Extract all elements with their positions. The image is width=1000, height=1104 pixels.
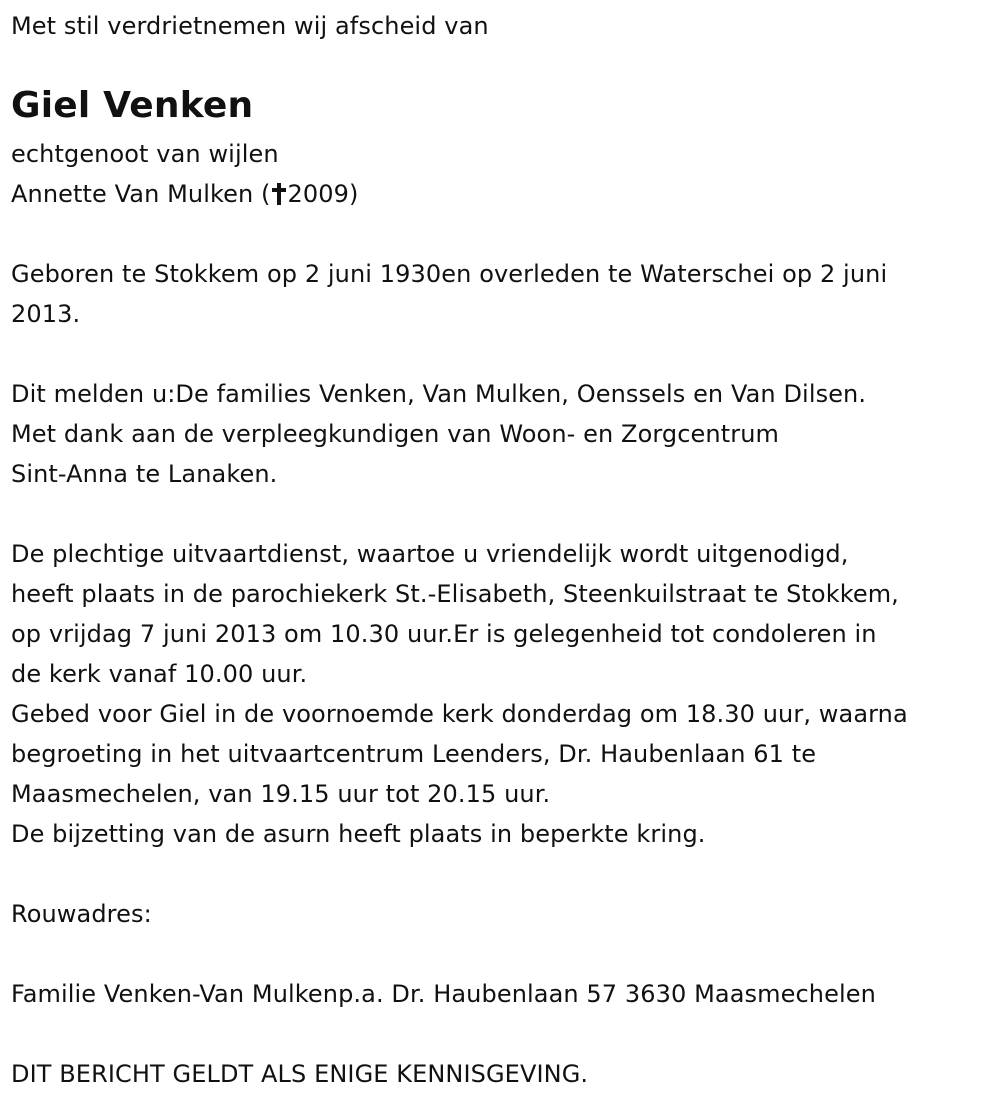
- announcement-line: Dit melden u:De families Venken, Van Mulken, Oenssels en Van Dilsen.: [11, 380, 867, 408]
- announcement-line: Met dank aan de verpleegkundigen van Woon- en Zorgcentrum: [11, 420, 779, 448]
- cross-icon: [272, 183, 286, 205]
- announcement-line: Sint-Anna te Lanaken.: [11, 460, 278, 488]
- service-line: Maasmechelen, van 19.15 uur tot 20.15 uur.: [11, 780, 551, 808]
- service-line: begroeting in het uitvaartcentrum Leenders, Dr. Haubenlaan 61 te: [11, 740, 817, 768]
- birth-death-line: 2013.: [11, 300, 81, 328]
- deceased-name: Giel Venken: [11, 85, 254, 126]
- service-line: heeft plaats in de parochiekerk St.-Elisabeth, Steenkuilstraat te Stokkem,: [11, 580, 899, 608]
- spouse-name: Annette Van Mulken (: [11, 180, 271, 208]
- service-line: de kerk vanaf 10.00 uur.: [11, 660, 308, 688]
- spouse-death-year: 2009): [287, 180, 359, 208]
- notice-text: DIT BERICHT GELDT ALS ENIGE KENNISGEVING.: [11, 1060, 589, 1088]
- address-label: Rouwadres:: [11, 900, 152, 928]
- address-text: Familie Venken-Van Mulkenp.a. Dr. Haubenlaan 57 3630 Maasmechelen: [11, 980, 876, 1008]
- service-line: De bijzetting van de asurn heeft plaats in beperkte kring.: [11, 820, 706, 848]
- spouse-section: [11, 134, 358, 214]
- service-line: Gebed voor Giel in de voornoemde kerk donderdag om 18.30 uur, waarna: [11, 700, 908, 728]
- service-line: De plechtige uitvaartdienst, waartoe u vriendelijk wordt uitgenodigd,: [11, 540, 849, 568]
- announcement-section: [11, 374, 866, 494]
- spouse-relation: echtgenoot van wijlen: [11, 140, 279, 168]
- service-section: [11, 534, 908, 854]
- birth-death-line: Geboren te Stokkem op 2 juni 1930en overleden te Waterschei op 2 juni: [11, 260, 888, 288]
- spouse-name-line: [11, 174, 358, 214]
- birth-death-section: [11, 254, 887, 334]
- intro-text: Met stil verdrietnemen wij afscheid van: [11, 12, 489, 40]
- service-line: op vrijdag 7 juni 2013 om 10.30 uur.Er is gelegenheid tot condoleren in: [11, 620, 877, 648]
